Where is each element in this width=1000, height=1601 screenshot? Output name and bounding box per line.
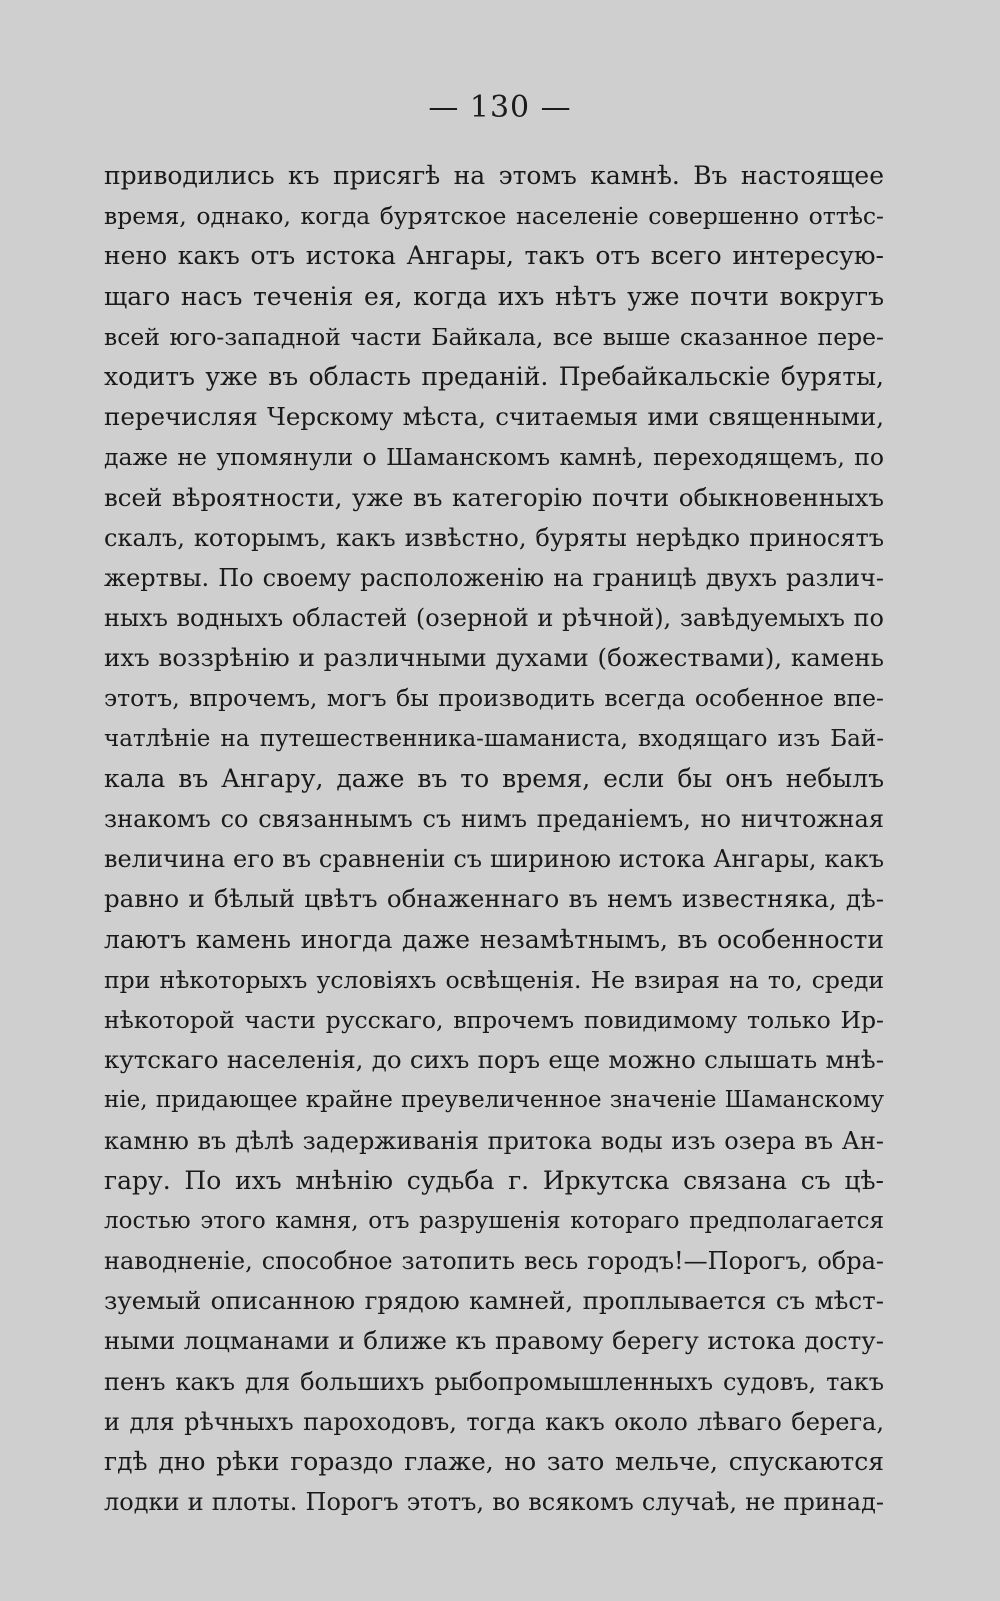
text-line: этотъ, впрочемъ, могъ бы производить всегда особенное впе- [104,684,884,713]
text-line: равно и бѣлый цвѣтъ обнаженнаго въ немъ известняка, дѣ- [104,884,884,914]
page-number: — 130 — [428,90,572,125]
text-line: ными лоцманами и ближе къ правому берегу истока досту- [104,1326,884,1356]
text-line: кала въ Ангару, даже въ то время, если бы онъ небылъ [104,763,884,793]
text-line: чатлѣніе на путешественника-шаманиста, входящаго изъ Бай- [104,725,884,752]
text-line: ныхъ водныхъ областей (озерной и рѣчной), завѣдуемыхъ по [104,604,884,633]
text-line: при нѣкоторыхъ условіяхъ освѣщенія. Не взирая на то, среди [104,965,884,994]
body-text [104,156,884,1522]
text-line: всей юго-западной части Байкала, все выше сказанное пере- [104,322,884,351]
text-line: гдѣ дно рѣки гораздо глаже, но зато мельче, спускаются [104,1447,884,1476]
text-line: всей вѣроятности, уже въ категорію почти обыкновенныхъ [104,482,884,512]
text-line: перечисляя Черскому мѣста, считаемыя ими священными, [104,402,884,432]
text-line: ихъ воззрѣнію и различными духами (божествами), камень [104,643,884,673]
text-line: лаютъ камень иногда даже незамѣтнымъ, въ особенности [104,924,884,954]
text-line: ходитъ уже въ область преданій. Пребайкальскіе буряты, [104,361,884,391]
text-line: и для рѣчныхъ пароходовъ, тогда какъ около лѣваго берега, [104,1407,884,1436]
text-line: нено какъ отъ истока Ангары, такъ отъ всего интересую- [104,241,884,271]
text-line: кутскаго населенія, до сихъ поръ еще можно слышать мнѣ- [104,1045,884,1075]
text-line: щаго насъ теченія ея, когда ихъ нѣтъ уже почти вокругъ [104,281,884,311]
text-line: скалъ, которымъ, какъ извѣстно, буряты нерѣдко приносятъ [104,523,884,552]
text-line: зуемый описанною грядою камней, проплывается съ мѣст- [104,1286,884,1316]
text-line: жертвы. По своему расположенію на границѣ двухъ различ- [104,563,884,592]
text-line: нѣкоторой части русскаго, впрочемъ повидимому только Ир- [104,1005,884,1034]
text-line: наводненіе, способное затопить весь городъ!—Порогъ, обра- [104,1247,884,1276]
text-line: пенъ какъ для большихъ рыбопромышленныхъ судовъ, такъ [104,1367,884,1396]
text-line: лостью этого камня, отъ разрушенія котораго предполагается [104,1207,884,1234]
text-line: даже не упомянули о Шаманскомъ камнѣ, переходящемъ, по [104,443,884,472]
text-line: гару. По ихъ мнѣнію судьба г. Иркутска связана съ цѣ- [104,1165,884,1195]
text-line: приводились къ присягѣ на этомъ камнѣ. Въ настоящее [104,161,884,190]
text-line: время, однако, когда бурятское населеніе совершенно оттѣс- [104,202,884,231]
text-line: лодки и плоты. Порогъ этотъ, во всякомъ случаѣ, не принад- [104,1488,884,1517]
text-line: величина его въ сравненіи съ шириною истока Ангары, какъ [104,845,884,874]
text-line: знакомъ со связаннымъ съ нимъ преданіемъ, но ничтожная [104,805,884,833]
text-line: камню въ дѣлѣ задерживанія притока воды изъ озера въ Ан- [104,1126,884,1155]
text-line: ніе, придающее крайне преувеличенное значеніе Шаманскому [104,1087,884,1114]
